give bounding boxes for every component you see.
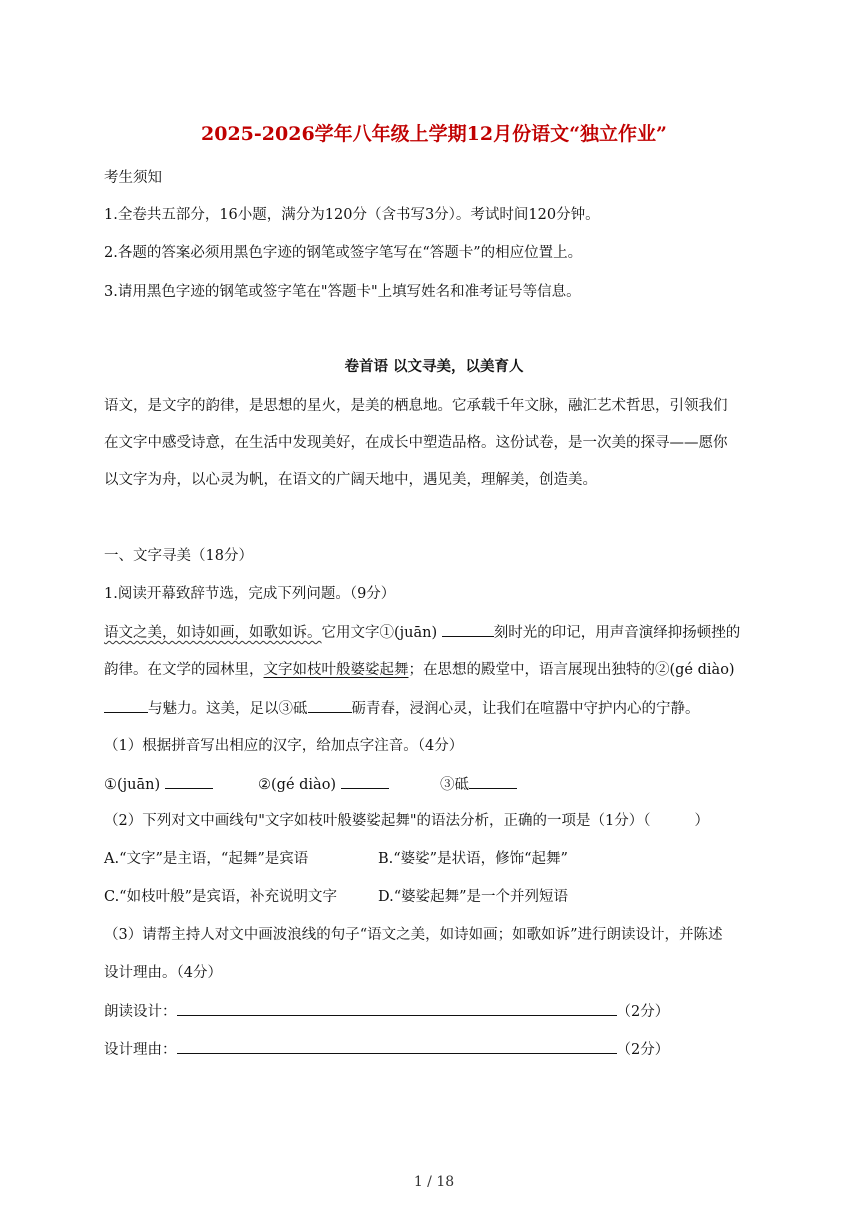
passage-text: 与魅力。这美，足以③砥: [148, 701, 308, 717]
preface-line: 语文，是文字的韵律，是思想的星火，是美的栖息地。它承载千年文脉，融汇艺术哲思，引领我们: [104, 398, 728, 414]
notice-item: 2.各题的答案必须用黑色字迹的钢笔或签字笔写在“答题卡”的相应位置上。: [104, 245, 583, 261]
score-label: （2分）: [616, 1042, 670, 1058]
answer-label: 朗读设计：: [104, 1004, 177, 1020]
preface-heading: 卷首语 以文寻美，以美育人: [344, 358, 524, 375]
notice-item: 3.请用黑色字迹的钢笔或签字笔在"答题卡"上填写姓名和准考证号等信息。: [104, 284, 581, 300]
answer-blank[interactable]: [308, 697, 352, 713]
design-reason-blank[interactable]: [177, 1038, 617, 1054]
passage-text: 韵律。在文学的园林里，: [104, 662, 264, 678]
paren-close: ）: [694, 813, 710, 829]
notice-item: 1.全卷共五部分，16小题，满分为120分（含书写3分）。考试时间120分钟。: [104, 207, 600, 223]
passage-line: [104, 697, 700, 720]
preface-line: 在文字中感受诗意，在生活中发现美好，在成长中塑造品格。这份试卷，是一次美的探寻——愿你: [104, 435, 728, 451]
passage-text: 砺青春，浸润心灵，让我们在喧嚣中守护内心的宁静。: [351, 701, 700, 717]
answer-blank[interactable]: [104, 697, 148, 713]
underlined-sentence: 文字如枝叶般婆娑起舞: [263, 662, 409, 678]
answer-group: [440, 773, 517, 796]
passage-text: 刻时光的印记，用声音演绎抑扬顿挫的: [493, 625, 741, 641]
answer-label: 设计理由：: [104, 1042, 177, 1058]
sub-question-answers: [104, 773, 469, 796]
answer-line: [104, 1038, 669, 1061]
choice-row: [104, 886, 569, 908]
choice-row: [104, 848, 568, 870]
choice-b[interactable]: B.“婆娑”是状语，修饰“起舞”: [378, 851, 568, 867]
sub-question-stem: 设计理由。（4分）: [104, 965, 222, 981]
passage-text: 它用文字①(juān): [321, 625, 442, 641]
choice-c[interactable]: C.“如枝叶般”是宾语，补充说明文字: [104, 889, 338, 905]
sub-question-stem: （3）请帮主持人对文中画波浪线的句子“语文之美，如诗如画；如歌如诉”进行朗读设计，并陈述: [104, 927, 723, 943]
answer-blank[interactable]: [442, 621, 494, 637]
section-heading: 一、文字寻美（18分）: [104, 548, 253, 564]
answer-label: ①(juān): [104, 777, 165, 793]
notice-heading: 考生须知: [104, 170, 162, 186]
wavy-underlined-sentence: 语文之美，如诗如画，如歌如诉。: [104, 625, 322, 641]
answer-blank[interactable]: [469, 773, 517, 789]
score-label: （2分）: [616, 1004, 670, 1020]
answer-label: ②(gé diào): [258, 777, 341, 793]
answer-blank[interactable]: [165, 773, 213, 789]
passage-line: [104, 659, 735, 681]
answer-line: [104, 1000, 669, 1023]
sub-question-stem: [104, 810, 709, 832]
answer-label: ③砥: [440, 777, 469, 793]
choice-a[interactable]: A.“文字”是主语，“起舞”是宾语: [104, 851, 309, 867]
page-number: 1 / 18: [413, 1174, 455, 1190]
sub-question-text: （2）下列对文中画线句"文字如枝叶般婆娑起舞"的语法分析，正确的一项是（1分）（: [104, 813, 651, 829]
question-stem: 1.阅读开幕致辞节选，完成下列问题。（9分）: [104, 586, 396, 602]
preface-line: 以文字为舟，以心灵为帆，在语文的广阔天地中，遇见美，理解美，创造美。: [104, 472, 597, 488]
page-title: 2025-2026学年八年级上学期12月份语文“独立作业”: [201, 123, 667, 145]
passage-line: [104, 621, 740, 644]
answer-blank[interactable]: [341, 773, 389, 789]
sub-question-stem: （1）根据拼音写出相应的汉字，给加点字注音。（4分）: [104, 738, 464, 754]
passage-text: ；在思想的殿堂中，语言展现出独特的②(gé diào): [408, 662, 735, 678]
answer-group: [258, 773, 389, 796]
choice-d[interactable]: D.“婆娑起舞”是一个并列短语: [378, 889, 569, 905]
reading-design-blank[interactable]: [177, 1000, 617, 1016]
